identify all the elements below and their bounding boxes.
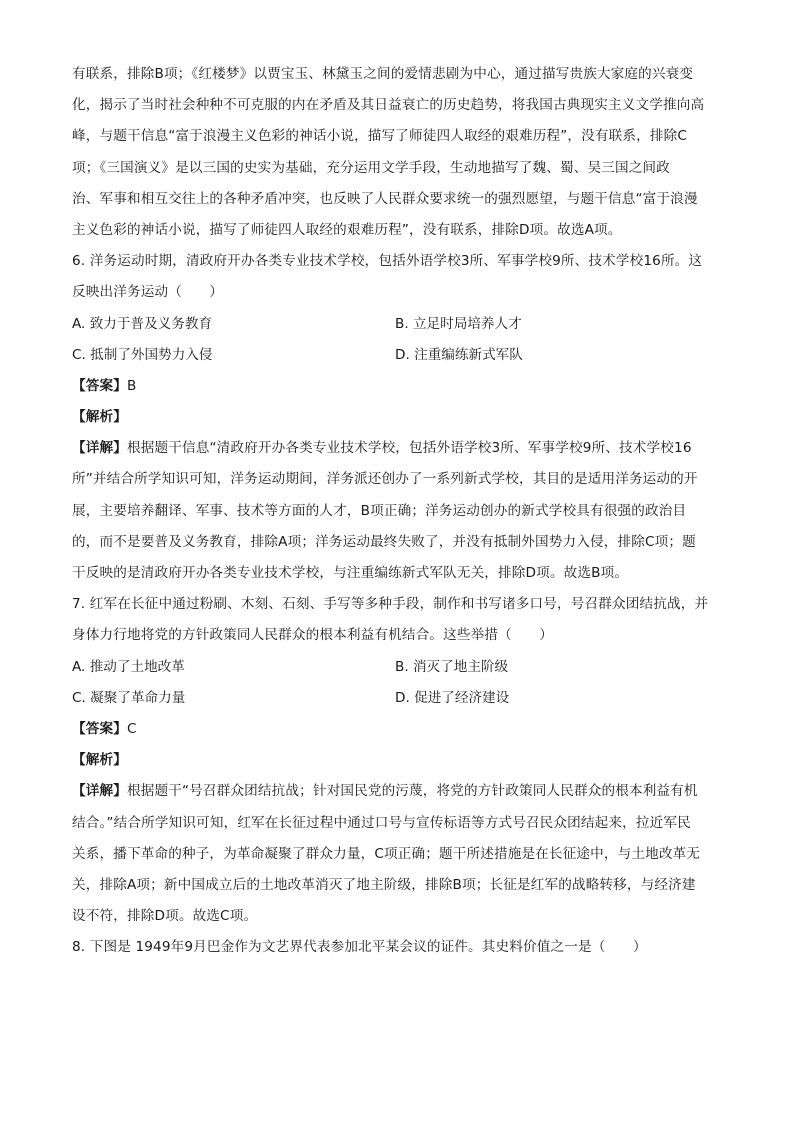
- detail-text: 根据题干信息“清政府开办各类专业技术学校，包括外语学校3所、军事学校9所、技术学校16: [126, 440, 692, 457]
- options-row: [72, 340, 734, 371]
- answer-line: [72, 371, 734, 402]
- answer-value: C: [126, 720, 137, 737]
- detail-line: [72, 433, 734, 464]
- detail-line: 所”并结合所学知识可知，洋务运动期间，洋务派还创办了一系列新式学校，其目的是适用洋务运动的开: [72, 471, 698, 488]
- options-row: [72, 652, 734, 683]
- detail-line: 干反映的是清政府开办各类专业技术学校，与注重编练新式军队无关，排除D项。故选B项。: [72, 565, 629, 581]
- analysis-line: [72, 745, 734, 776]
- analysis-tag: 【解析】: [72, 409, 127, 426]
- option-c: C. 抵制了外国势力入侵: [72, 346, 213, 363]
- text-line: 峰，与题干信息“富于浪漫主义色彩的神话小说，描写了师徒四人取经的艰难历程”，没有联系，排除C: [72, 128, 688, 145]
- text-line: 化，揭示了当时社会种种不可克服的内在矛盾及其日益衰亡的历史趋势，将我国古典现实主义文学推向高: [72, 97, 705, 114]
- previous-answer-continuation: [72, 59, 734, 246]
- option-b: B. 立足时局培养人才: [395, 315, 522, 332]
- question-stem-line: 身体力行地将党的方针政策同人民群众的根本利益有机结合。这些举措（ ）: [72, 627, 554, 644]
- question-8: [72, 932, 734, 963]
- detail-line: 结合。”结合所学知识可知，红军在长征过程中通过口号与宣传标语等方式号召民众团结起来，拉近军民: [72, 814, 691, 831]
- question-7: [72, 589, 734, 932]
- detail-text: 根据题干“号召群众团结抗战；针对国民党的污蔑，将党的方针政策同人民群众的根本利益有机: [126, 783, 698, 800]
- text-line: 治、军事和相互交往上的各种矛盾冲突，也反映了人民群众要求统一的强烈愿望，与题干信息“富于浪漫: [72, 190, 698, 207]
- options-row: [72, 309, 734, 340]
- document-page: [72, 59, 734, 963]
- analysis-tag: 【解析】: [72, 752, 127, 769]
- question-stem-line: 8. 下图是 1949年9月巴金作为文艺界代表参加北平某会议的证件。其史料价值之一是（ ）: [72, 939, 647, 956]
- text-line: 有联系，排除B项；《红楼梦》以贾宝玉、林黛玉之间的爱情悲剧为中心，通过描写贵族大家庭的兴衰变: [72, 66, 694, 82]
- detail-line: 的，而不是要普及义务教育，排除A项；洋务运动最终失败了，并没有抵制外国势力入侵，排除C项；题: [72, 533, 696, 550]
- detail-line: 关，排除A项；新中国成立后的土地改革消灭了地主阶级，排除B项；长征是红军的战略转移，与经济建: [72, 876, 696, 893]
- question-stem-line: 6. 洋务运动时期，清政府开办各类专业技术学校，包括外语学校3所、军事学校9所、技术学校16所。这: [72, 253, 703, 270]
- question-stem-line: 7. 红军在长征中通过粉刷、木刻、石刻、手写等多种手段，制作和书写诸多口号，号召群众团结抗战，并: [72, 596, 709, 613]
- options-row: [72, 683, 734, 714]
- question-stem-line: 反映出洋务运动（ ）: [72, 284, 224, 301]
- detail-line: 展，主要培养翻译、军事、技术等方面的人才，B项正确；洋务运动创办的新式学校具有很强的政治目: [72, 502, 687, 519]
- answer-tag: 【答案】: [72, 720, 127, 737]
- option-d: D. 促进了经济建设: [395, 689, 510, 706]
- text-line: 主义色彩的神话小说，描写了师徒四人取经的艰难历程”，没有联系，排除D项。故选A项。: [72, 221, 622, 238]
- question-6: [72, 246, 734, 589]
- detail-tag: 【详解】: [72, 783, 127, 800]
- option-b: B. 消灭了地主阶级: [395, 658, 509, 675]
- answer-tag: 【答案】: [72, 377, 127, 394]
- option-c: C. 凝聚了革命力量: [72, 689, 186, 706]
- detail-tag: 【详解】: [72, 440, 127, 457]
- option-a: A. 致力于普及义务教育: [72, 315, 213, 332]
- answer-value: B: [126, 377, 137, 394]
- detail-line: 关系，播下革命的种子，为革命凝聚了群众力量，C项正确；题干所述措施是在长征途中，与土地改革无: [72, 845, 701, 862]
- text-line: 项；《三国演义》是以三国的史实为基础，充分运用文学手段，生动地描写了魏、蜀、吴三国之间政: [72, 159, 670, 176]
- analysis-line: [72, 402, 734, 433]
- option-d: D. 注重编练新式军队: [395, 346, 523, 363]
- detail-line: [72, 776, 734, 807]
- answer-line: [72, 714, 734, 745]
- option-a: A. 推动了土地改革: [72, 658, 185, 675]
- detail-line: 设不符，排除D项。故选C项。: [72, 908, 258, 925]
